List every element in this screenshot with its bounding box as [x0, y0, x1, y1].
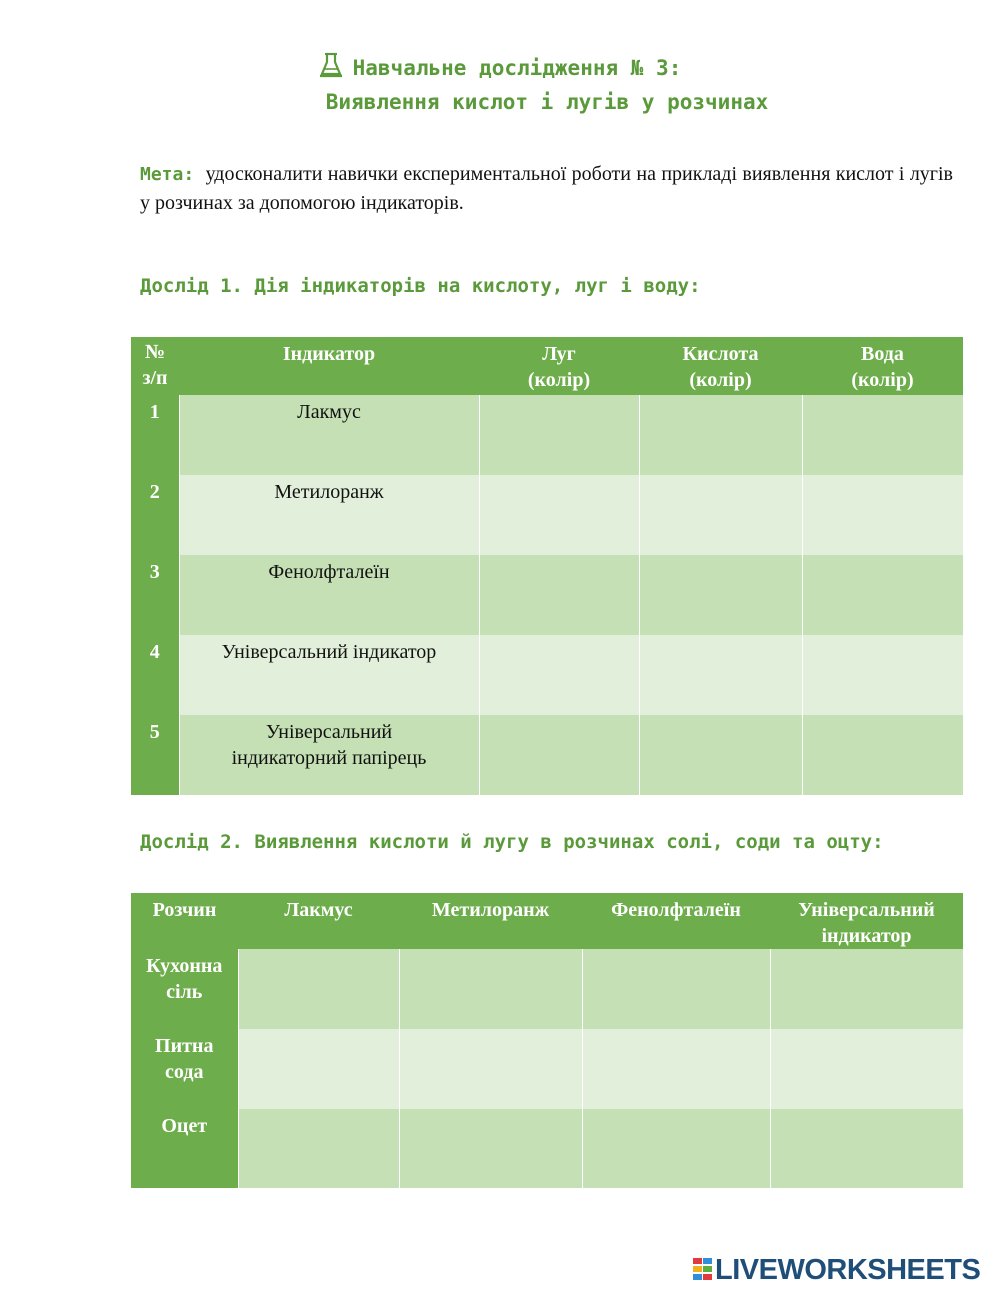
indicator-name: Метилоранж — [179, 475, 479, 555]
col-header-universal: Універсальний індикатор — [770, 893, 963, 949]
table-row — [131, 715, 963, 795]
litmus-cell[interactable] — [238, 1029, 399, 1109]
col-header-phenolphthalein: Фенолфталеїн — [582, 893, 770, 949]
indicator-name: Універсальний індикаторний папірець — [179, 715, 479, 795]
goal-text: удосконалити навички експериментальної роботи на прикладі виявлення кислот і лугів у розчинах за допомогою індикаторів. — [140, 163, 953, 214]
methyl-orange-cell[interactable] — [399, 1109, 582, 1188]
solution-name: Оцет — [131, 1109, 238, 1188]
universal-cell[interactable] — [770, 1109, 963, 1188]
indicator-name: Лакмус — [179, 395, 479, 475]
alkali-color-cell[interactable] — [479, 635, 639, 715]
page-title-line2: Виявлення кислот і лугів у розчинах — [325, 90, 769, 114]
flask-icon — [319, 52, 343, 83]
acid-color-cell[interactable] — [639, 715, 802, 795]
water-color-cell[interactable] — [802, 475, 963, 555]
col-header-litmus: Лакмус — [238, 893, 399, 949]
acid-color-cell[interactable] — [639, 635, 802, 715]
experiment1-heading: Дослід 1. Дія індикаторів на кислоту, луг і воду: — [140, 275, 701, 297]
table-header-row — [131, 337, 963, 395]
universal-cell[interactable] — [770, 1029, 963, 1109]
experiment2-table — [131, 893, 963, 1188]
col-header-water: Вода (колір) — [802, 337, 963, 395]
litmus-cell[interactable] — [238, 949, 399, 1029]
acid-color-cell[interactable] — [639, 555, 802, 635]
methyl-orange-cell[interactable] — [399, 1029, 582, 1109]
alkali-color-cell[interactable] — [479, 475, 639, 555]
row-number: 4 — [131, 635, 179, 715]
col-header-methyl-orange: Метилоранж — [399, 893, 582, 949]
table-row — [131, 949, 963, 1029]
table-row — [131, 555, 963, 635]
logo-squares-icon — [693, 1255, 713, 1288]
phenolphthalein-cell[interactable] — [582, 1109, 770, 1188]
goal-paragraph — [140, 160, 953, 218]
phenolphthalein-cell[interactable] — [582, 949, 770, 1029]
page-title-line1 — [0, 52, 1000, 83]
col-header-solution: Розчин — [131, 893, 238, 949]
col-header-num: № з/п — [131, 337, 179, 395]
phenolphthalein-cell[interactable] — [582, 1029, 770, 1109]
alkali-color-cell[interactable] — [479, 555, 639, 635]
alkali-color-cell[interactable] — [479, 715, 639, 795]
goal-label: Мета: — [140, 164, 195, 185]
water-color-cell[interactable] — [802, 635, 963, 715]
acid-color-cell[interactable] — [639, 475, 802, 555]
col-header-alkali: Луг (колір) — [479, 337, 639, 395]
universal-cell[interactable] — [770, 949, 963, 1029]
indicator-name: Універсальний індикатор — [179, 635, 479, 715]
col-header-indicator: Індикатор — [179, 337, 479, 395]
row-number: 1 — [131, 395, 179, 475]
litmus-cell[interactable] — [238, 1109, 399, 1188]
methyl-orange-cell[interactable] — [399, 949, 582, 1029]
logo-text: LIVEWORKSHEETS — [715, 1254, 981, 1286]
experiment2-heading: Дослід 2. Виявлення кислоти й лугу в розчинах солі, соди та оцту: — [140, 831, 884, 853]
table-header-row — [131, 893, 963, 949]
table-row — [131, 635, 963, 715]
liveworksheets-logo — [693, 1254, 980, 1288]
table-row — [131, 1029, 963, 1109]
solution-name: Питна сода — [131, 1029, 238, 1109]
col-header-acid: Кислота (колір) — [639, 337, 802, 395]
row-number: 2 — [131, 475, 179, 555]
indicator-name: Фенолфталеїн — [179, 555, 479, 635]
title-text-1: Навчальне дослідження № 3: — [352, 56, 682, 80]
acid-color-cell[interactable] — [639, 395, 802, 475]
solution-name: Кухонна сіль — [131, 949, 238, 1029]
alkali-color-cell[interactable] — [479, 395, 639, 475]
water-color-cell[interactable] — [802, 555, 963, 635]
water-color-cell[interactable] — [802, 395, 963, 475]
table-row — [131, 1109, 963, 1188]
table-row — [131, 475, 963, 555]
water-color-cell[interactable] — [802, 715, 963, 795]
experiment1-table — [131, 337, 963, 795]
row-number: 5 — [131, 715, 179, 795]
table-row — [131, 395, 963, 475]
row-number: 3 — [131, 555, 179, 635]
